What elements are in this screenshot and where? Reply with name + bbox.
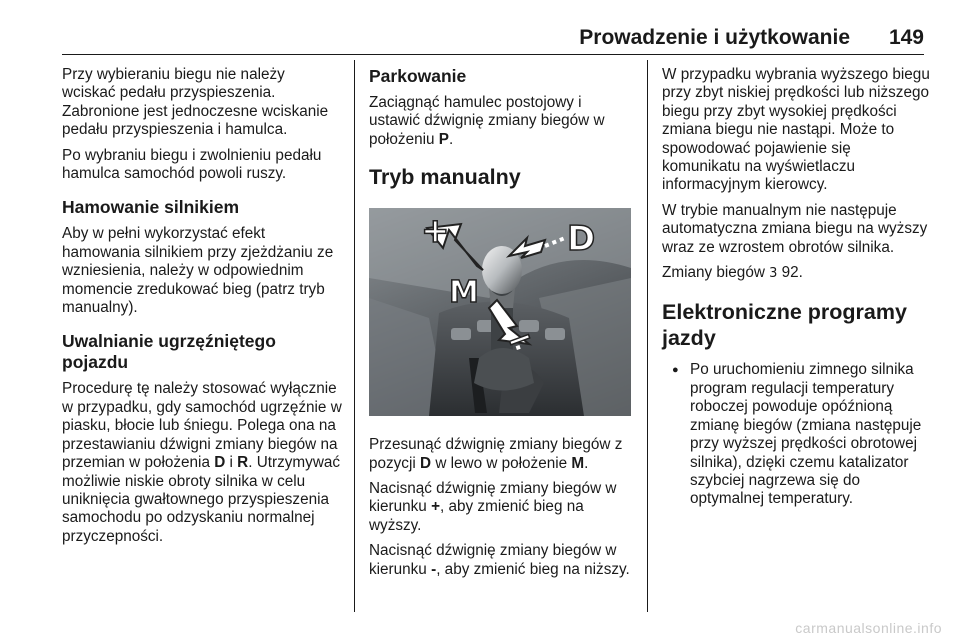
figure-label-m: M	[449, 275, 479, 311]
column-1	[62, 66, 342, 553]
paragraph: Przesunąć dźwignię zmiany biegów z pozycji D w lewo w położenie M.	[369, 436, 623, 472]
header-title: Prowadzenie i użytkowanie	[579, 26, 850, 49]
paragraph: W przypadku wybrania wyższego biegu przy zbyt niskiej prędkości lub niższego biegu przy zbyt wysokiej prędkości zmiana biegu nie nastąpi. Może to spowodować pojawienie się komunikatu na wyświetlaczu informacyjnym kierowcy.	[662, 66, 930, 194]
gear-lever-illustration	[369, 208, 631, 416]
header-rule	[62, 54, 924, 55]
paragraph: Nacisnąć dźwignię zmiany biegów w kierunku -, aby zmienić bieg na niższy.	[369, 542, 630, 578]
heading-engine-braking: Hamowanie silnikiem	[62, 197, 240, 218]
paragraph: Zmiany biegów 3 92.	[662, 264, 803, 282]
figure-label-minus: −	[500, 316, 539, 362]
list-item: ● Po uruchomieniu zimnego silnika program regulacji temperatury roboczej powoduje opóźnioną zmianę biegów (zmiana następuje przy wyższej prędkości obrotowej silnika), dzięki czemu katalizator szybciej nagrzewa się do optymalnej temperatury.	[662, 361, 930, 508]
paragraph: Nacisnąć dźwignię zmiany biegów w kierunku +, aby zmienić bieg na wyższy.	[369, 480, 617, 534]
paragraph: Zaciągnąć hamulec postojowy i ustawić dźwignię zmiany biegów w położeniu P.	[369, 94, 605, 148]
column-3	[662, 66, 930, 509]
heading-parking: Parkowanie	[369, 66, 467, 86]
column-divider-2	[647, 60, 648, 612]
column-divider-1	[354, 60, 355, 612]
bullet-icon: ●	[672, 364, 679, 377]
page-number: 149	[888, 26, 924, 49]
paragraph: W trybie manualnym nie następuje automatyczna zmiana biegu na wyższy wraz ze wzrostem obrotów silnika.	[662, 201, 928, 256]
heading-electronic-programs: Elektroniczne programy jazdy	[662, 300, 907, 351]
figure-label-d: D	[567, 219, 596, 260]
gear-lever-figure	[369, 208, 631, 416]
paragraph: Po wybraniu biegu i zwolnieniu pedału hamulca samochód powoli ruszy.	[62, 146, 322, 183]
heading-unstuck: Uwalnianie ugrzęźniętego pojazdu	[62, 331, 276, 373]
watermark: carmanualsonline.info	[795, 620, 942, 636]
column-2	[369, 66, 635, 586]
page-reference-icon: 3	[769, 266, 778, 282]
figure-label-plus: +	[421, 211, 450, 252]
heading-manual-mode: Tryb manualny	[369, 165, 521, 190]
paragraph: Aby w pełni wykorzystać efekt hamowania silnikiem przy zjeżdżaniu ze wzniesienia, należy w odpowiednim momencie zredukować bieg (patrz tryb manualny).	[62, 225, 334, 317]
paragraph: Przy wybieraniu biegu nie należy wciskać pedału przyspieszenia. Zabronione jest jednoczesne wciskanie pedału przyspieszenia i hamulca.	[62, 66, 329, 139]
paragraph: Procedurę tę należy stosować wyłącznie w przypadku, gdy samochód ugrzęźnie w piasku, błocie lub śniegu. Polega ona na przestawianiu dźwigni zmiany biegów na przemian w położenia D i R. Utrzymywać możliwie niskie obroty silnika w celu uniknięcia gwałtownego przyspieszenia samochodu po odzyskaniu normalnej przyczepności.	[62, 380, 342, 545]
